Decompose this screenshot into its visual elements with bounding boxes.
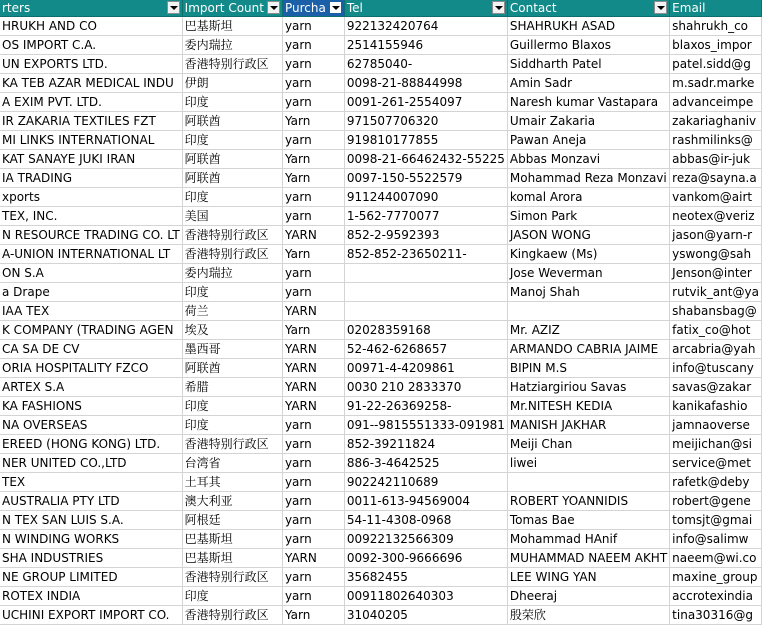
table-row bbox=[0, 169, 761, 188]
importer-cell[interactable] bbox=[0, 93, 182, 112]
email-cell[interactable]: zakariaghaniv bbox=[670, 112, 762, 131]
cell-text: KA FASHIONS bbox=[2, 399, 82, 413]
cell-text: a Drape bbox=[2, 285, 50, 299]
email-cell[interactable]: kanikafashio bbox=[670, 397, 762, 416]
cell-text: SHA INDUSTRIES bbox=[2, 551, 104, 565]
table-row bbox=[0, 435, 761, 454]
importer-cell[interactable] bbox=[0, 226, 182, 245]
importer-cell[interactable] bbox=[0, 55, 182, 74]
email-cell[interactable]: neotex@veriz bbox=[670, 207, 762, 226]
cell-text: OS IMPORT C.A. bbox=[2, 38, 97, 52]
country-cell[interactable]: 巴基斯坦 bbox=[182, 17, 282, 36]
table-row bbox=[0, 530, 761, 549]
cell-text: EREED (HONG KONG) LTD. bbox=[2, 437, 161, 451]
cell-text: MI LINKS INTERNATIONAL bbox=[2, 133, 155, 147]
tel-cell[interactable]: 1-562-7770077 bbox=[344, 207, 507, 226]
contact-cell[interactable]: Mr.NITESH KEDIA bbox=[507, 397, 669, 416]
tel-cell[interactable]: 852-852-23650211- bbox=[344, 245, 507, 264]
table-row bbox=[0, 587, 761, 606]
purchase-cell[interactable]: YARN bbox=[282, 340, 344, 359]
email-cell[interactable]: rashmilinks@ bbox=[670, 131, 762, 150]
importer-cell[interactable] bbox=[0, 245, 182, 264]
purchase-cell[interactable]: Yarn bbox=[282, 245, 344, 264]
tel-cell[interactable]: 902242110689 bbox=[344, 473, 507, 492]
table-row bbox=[0, 93, 761, 112]
tel-cell[interactable]: 886-3-4642525 bbox=[344, 454, 507, 473]
contact-cell[interactable] bbox=[507, 473, 669, 492]
purchase-cell[interactable]: yarn bbox=[282, 530, 344, 549]
purchase-cell[interactable]: YARN bbox=[282, 378, 344, 397]
purchase-cell[interactable]: yarn bbox=[282, 17, 344, 36]
email-cell[interactable]: savas@zakar bbox=[670, 378, 762, 397]
table-row bbox=[0, 568, 761, 587]
importer-cell[interactable] bbox=[0, 549, 182, 568]
cell-text: NA OVERSEAS bbox=[2, 418, 88, 432]
contact-cell[interactable]: Meiji Chan bbox=[507, 435, 669, 454]
table-row bbox=[0, 55, 761, 74]
contact-cell[interactable] bbox=[507, 302, 669, 321]
table-row bbox=[0, 397, 761, 416]
email-cell[interactable]: shahrukh_co bbox=[670, 17, 762, 36]
cell-text: AUSTRALIA PTY LTD bbox=[2, 494, 120, 508]
country-cell[interactable]: 荷兰 bbox=[182, 302, 282, 321]
tel-cell[interactable]: 0030 210 2833370 bbox=[344, 378, 507, 397]
tel-cell[interactable]: 02028359168 bbox=[344, 321, 507, 340]
email-cell[interactable]: arcabria@yah bbox=[670, 340, 762, 359]
purchase-cell[interactable]: yarn bbox=[282, 454, 344, 473]
email-cell[interactable]: reza@sayna.a bbox=[670, 169, 762, 188]
table-row bbox=[0, 17, 761, 36]
filter-dropdown-icon[interactable] bbox=[654, 1, 667, 14]
purchase-cell[interactable]: YARN bbox=[282, 359, 344, 378]
cell-text: A EXIM PVT. LTD. bbox=[2, 95, 102, 109]
purchase-cell[interactable]: yarn bbox=[282, 36, 344, 55]
importer-cell[interactable] bbox=[0, 321, 182, 340]
tel-cell[interactable]: 852-2-9592393 bbox=[344, 226, 507, 245]
table-row bbox=[0, 112, 761, 131]
importer-cell[interactable] bbox=[0, 378, 182, 397]
tel-cell[interactable]: 0098-21-88844998 bbox=[344, 74, 507, 93]
tel-cell[interactable]: 0097-150-5522579 bbox=[344, 169, 507, 188]
contact-cell[interactable]: Mohammad Reza Monzavi bbox=[507, 169, 669, 188]
importer-cell[interactable] bbox=[0, 416, 182, 435]
table-row bbox=[0, 359, 761, 378]
country-cell[interactable]: 埃及 bbox=[182, 321, 282, 340]
purchase-cell[interactable]: yarn bbox=[282, 416, 344, 435]
table-row bbox=[0, 473, 761, 492]
tel-cell[interactable]: 911244007090 bbox=[344, 188, 507, 207]
column-header-contact[interactable]: Contact bbox=[507, 0, 669, 17]
tel-cell[interactable]: 091--9815551333-091981 bbox=[344, 416, 507, 435]
importer-cell[interactable] bbox=[0, 435, 182, 454]
cell-text: ON S.A bbox=[2, 266, 44, 280]
cell-text: N WINDING WORKS bbox=[2, 532, 120, 546]
cell-text: HRUKH AND CO bbox=[2, 19, 97, 33]
importer-cell[interactable] bbox=[0, 283, 182, 302]
importer-cell[interactable] bbox=[0, 36, 182, 55]
country-cell[interactable]: 阿联酋 bbox=[182, 112, 282, 131]
email-cell[interactable]: info@salimw bbox=[670, 530, 762, 549]
cell-text: UN EXPORTS LTD. bbox=[2, 57, 108, 71]
country-cell[interactable]: 印度 bbox=[182, 131, 282, 150]
country-cell[interactable]: 阿根廷 bbox=[182, 511, 282, 530]
importer-cell[interactable] bbox=[0, 131, 182, 150]
table-row bbox=[0, 302, 761, 321]
email-cell[interactable]: shabansbag@ bbox=[670, 302, 762, 321]
email-cell[interactable]: robert@gene bbox=[670, 492, 762, 511]
country-cell[interactable]: 台湾省 bbox=[182, 454, 282, 473]
contact-cell[interactable]: MUHAMMAD NAEEM AKHT bbox=[507, 549, 669, 568]
tel-cell[interactable]: 0098-21-66462432-55225 bbox=[344, 150, 507, 169]
table-row bbox=[0, 226, 761, 245]
country-cell[interactable]: 委内瑞拉 bbox=[182, 36, 282, 55]
column-header-email[interactable]: Email bbox=[670, 0, 762, 17]
purchase-cell[interactable]: Yarn bbox=[282, 150, 344, 169]
table-row bbox=[0, 549, 761, 568]
filter-dropdown-icon[interactable] bbox=[329, 1, 342, 14]
country-cell[interactable]: 印度 bbox=[182, 283, 282, 302]
table-row bbox=[0, 606, 761, 625]
importer-cell[interactable] bbox=[0, 492, 182, 511]
contact-cell[interactable]: Simon Park bbox=[507, 207, 669, 226]
contact-cell[interactable]: ARMANDO CABRIA JAIME bbox=[507, 340, 669, 359]
contact-cell[interactable]: komal Arora bbox=[507, 188, 669, 207]
purchase-cell[interactable]: yarn bbox=[282, 131, 344, 150]
contact-cell[interactable]: Mr. AZIZ bbox=[507, 321, 669, 340]
contact-cell[interactable]: Manoj Shah bbox=[507, 283, 669, 302]
cell-text: TEX bbox=[2, 475, 26, 489]
importer-cell[interactable] bbox=[0, 511, 182, 530]
cell-text: xports bbox=[2, 190, 40, 204]
email-cell[interactable]: meijichan@si bbox=[670, 435, 762, 454]
email-cell[interactable]: tina30316@g bbox=[670, 606, 762, 625]
country-cell[interactable]: 墨西哥 bbox=[182, 340, 282, 359]
cell-text: NER UNITED CO.,LTD bbox=[2, 456, 127, 470]
email-cell[interactable]: maxine_group bbox=[670, 568, 762, 587]
table-row bbox=[0, 150, 761, 169]
country-cell[interactable]: 香港特别行政区 bbox=[182, 245, 282, 264]
table-row bbox=[0, 245, 761, 264]
purchase-cell[interactable]: yarn bbox=[282, 587, 344, 606]
importer-cell[interactable] bbox=[0, 112, 182, 131]
contact-cell[interactable]: SHAHRUKH ASAD bbox=[507, 17, 669, 36]
contact-cell[interactable]: Tomas Bae bbox=[507, 511, 669, 530]
importer-cell[interactable] bbox=[0, 587, 182, 606]
tel-cell[interactable]: 0092-300-9666696 bbox=[344, 549, 507, 568]
contact-cell[interactable]: Naresh kumar Vastapara bbox=[507, 93, 669, 112]
country-cell[interactable]: 香港特别行政区 bbox=[182, 435, 282, 454]
contact-cell[interactable]: Amin Sadr bbox=[507, 74, 669, 93]
table-row bbox=[0, 378, 761, 397]
email-cell[interactable]: blaxos_impor bbox=[670, 36, 762, 55]
contact-cell[interactable]: LEE WING YAN bbox=[507, 568, 669, 587]
email-cell[interactable]: accrotexindia bbox=[670, 587, 762, 606]
purchase-cell[interactable]: yarn bbox=[282, 435, 344, 454]
tel-cell[interactable]: 00911802640303 bbox=[344, 587, 507, 606]
table-row bbox=[0, 492, 761, 511]
tel-cell[interactable] bbox=[344, 264, 507, 283]
table-row bbox=[0, 264, 761, 283]
purchase-cell[interactable]: Yarn bbox=[282, 321, 344, 340]
contact-cell[interactable]: Abbas Monzavi bbox=[507, 150, 669, 169]
tel-cell[interactable]: 919810177855 bbox=[344, 131, 507, 150]
importer-cell[interactable] bbox=[0, 207, 182, 226]
country-cell[interactable]: 印度 bbox=[182, 416, 282, 435]
importer-cell[interactable] bbox=[0, 606, 182, 625]
country-cell[interactable]: 香港特别行政区 bbox=[182, 568, 282, 587]
email-cell[interactable]: m.sadr.marke bbox=[670, 74, 762, 93]
country-cell[interactable]: 希腊 bbox=[182, 378, 282, 397]
cell-text: NE GROUP LIMITED bbox=[2, 570, 118, 584]
importer-cell[interactable] bbox=[0, 359, 182, 378]
importer-cell[interactable] bbox=[0, 454, 182, 473]
contact-cell[interactable]: Jose Weverman bbox=[507, 264, 669, 283]
purchase-cell[interactable]: yarn bbox=[282, 283, 344, 302]
contact-cell[interactable]: Hatziargiriou Savas bbox=[507, 378, 669, 397]
purchase-cell[interactable]: yarn bbox=[282, 207, 344, 226]
tel-cell[interactable]: 91-22-26369258- bbox=[344, 397, 507, 416]
cell-text: KA TEB AZAR MEDICAL INDU bbox=[2, 76, 174, 90]
table-row bbox=[0, 321, 761, 340]
purchase-cell[interactable]: yarn bbox=[282, 568, 344, 587]
contact-cell[interactable]: MANISH JAKHAR bbox=[507, 416, 669, 435]
contact-cell[interactable]: liwei bbox=[507, 454, 669, 473]
purchase-cell[interactable]: yarn bbox=[282, 74, 344, 93]
purchase-cell[interactable]: yarn bbox=[282, 264, 344, 283]
country-cell[interactable]: 土耳其 bbox=[182, 473, 282, 492]
table-row bbox=[0, 74, 761, 93]
country-cell[interactable]: 印度 bbox=[182, 397, 282, 416]
importer-cell[interactable] bbox=[0, 169, 182, 188]
importer-cell[interactable] bbox=[0, 17, 182, 36]
importer-cell[interactable] bbox=[0, 264, 182, 283]
email-cell[interactable]: jamnaoverse bbox=[670, 416, 762, 435]
email-cell[interactable]: yswong@sah bbox=[670, 245, 762, 264]
tel-cell[interactable]: 52-462-6268657 bbox=[344, 340, 507, 359]
email-cell[interactable]: advanceimpe bbox=[670, 93, 762, 112]
purchase-cell[interactable]: YARN bbox=[282, 302, 344, 321]
importer-cell[interactable] bbox=[0, 74, 182, 93]
table-row bbox=[0, 36, 761, 55]
country-cell[interactable]: 巴基斯坦 bbox=[182, 549, 282, 568]
purchase-cell[interactable]: yarn bbox=[282, 492, 344, 511]
contact-cell[interactable]: 殷荣欣 bbox=[507, 606, 669, 625]
purchase-cell[interactable]: yarn bbox=[282, 511, 344, 530]
email-cell[interactable]: service@met bbox=[670, 454, 762, 473]
tel-cell[interactable]: 0011-613-94569004 bbox=[344, 492, 507, 511]
cell-text: ARTEX S.A bbox=[2, 380, 65, 394]
table-row bbox=[0, 188, 761, 207]
filter-dropdown-icon[interactable] bbox=[267, 1, 280, 14]
cell-text: N RESOURCE TRADING CO. LT bbox=[2, 228, 180, 242]
importer-cell[interactable] bbox=[0, 473, 182, 492]
email-cell[interactable]: info@tuscany bbox=[670, 359, 762, 378]
country-cell[interactable]: 美国 bbox=[182, 207, 282, 226]
tel-cell[interactable]: 00971-4-4209861 bbox=[344, 359, 507, 378]
purchase-cell[interactable]: YARN bbox=[282, 549, 344, 568]
contact-cell[interactable]: Kingkaew (Ms) bbox=[507, 245, 669, 264]
email-cell[interactable]: vankom@airt bbox=[670, 188, 762, 207]
importer-cell[interactable] bbox=[0, 150, 182, 169]
purchase-cell[interactable]: Yarn bbox=[282, 169, 344, 188]
email-cell[interactable]: abbas@ir-juk bbox=[670, 150, 762, 169]
purchase-cell[interactable]: Yarn bbox=[282, 606, 344, 625]
cell-text: KAT SANAYE JUKI IRAN bbox=[2, 152, 136, 166]
importer-cell[interactable] bbox=[0, 397, 182, 416]
tel-cell[interactable]: 971507706320 bbox=[344, 112, 507, 131]
header-row bbox=[0, 0, 761, 17]
table-row bbox=[0, 416, 761, 435]
cell-text: K COMPANY (TRADING AGEN bbox=[2, 323, 174, 337]
table-row bbox=[0, 207, 761, 226]
country-cell[interactable]: 巴基斯坦 bbox=[182, 530, 282, 549]
country-cell[interactable]: 印度 bbox=[182, 587, 282, 606]
tel-cell[interactable]: 922132420764 bbox=[344, 17, 507, 36]
table-row bbox=[0, 131, 761, 150]
filter-dropdown-icon[interactable] bbox=[167, 1, 180, 14]
tel-cell[interactable] bbox=[344, 302, 507, 321]
purchase-cell[interactable]: yarn bbox=[282, 473, 344, 492]
contact-cell[interactable]: BIPIN M.S bbox=[507, 359, 669, 378]
email-cell[interactable]: tomsjt@gmai bbox=[670, 511, 762, 530]
column-header-purchase[interactable]: Purcha bbox=[282, 0, 344, 17]
country-cell[interactable]: 澳大利亚 bbox=[182, 492, 282, 511]
purchase-cell[interactable]: Yarn bbox=[282, 112, 344, 131]
cell-text: TEX, INC. bbox=[2, 209, 58, 223]
column-header-tel[interactable]: Tel bbox=[344, 0, 507, 17]
tel-cell[interactable]: 2514155946 bbox=[344, 36, 507, 55]
table-body bbox=[0, 17, 761, 625]
tel-cell[interactable]: 0091-261-2554097 bbox=[344, 93, 507, 112]
country-cell[interactable]: 委内瑞拉 bbox=[182, 264, 282, 283]
email-cell[interactable]: rafetk@deby bbox=[670, 473, 762, 492]
filter-dropdown-icon[interactable] bbox=[492, 1, 505, 14]
column-header-importers[interactable]: rters bbox=[0, 0, 182, 17]
cell-text: N TEX SAN LUIS S.A. bbox=[2, 513, 124, 527]
tel-cell[interactable]: 54-11-4308-0968 bbox=[344, 511, 507, 530]
country-cell[interactable]: 阿联酋 bbox=[182, 359, 282, 378]
contact-cell[interactable]: Umair Zakaria bbox=[507, 112, 669, 131]
table-row bbox=[0, 283, 761, 302]
email-cell[interactable]: jason@yarn-r bbox=[670, 226, 762, 245]
country-cell[interactable]: 印度 bbox=[182, 93, 282, 112]
country-cell[interactable]: 印度 bbox=[182, 188, 282, 207]
country-cell[interactable]: 香港特别行政区 bbox=[182, 226, 282, 245]
cell-text: A-UNION INTERNATIONAL LT bbox=[2, 247, 171, 261]
contact-cell[interactable]: Pawan Aneja bbox=[507, 131, 669, 150]
contact-cell[interactable]: Mohammad HAnif bbox=[507, 530, 669, 549]
cell-text: CA SA DE CV bbox=[2, 342, 80, 356]
purchase-cell[interactable]: yarn bbox=[282, 93, 344, 112]
tel-cell[interactable]: 62785040- bbox=[344, 55, 507, 74]
email-cell[interactable]: patel.sidd@g bbox=[670, 55, 762, 74]
importer-cell[interactable] bbox=[0, 568, 182, 587]
contact-cell[interactable]: Siddharth Patel bbox=[507, 55, 669, 74]
cell-text: UCHINI EXPORT IMPORT CO. bbox=[2, 608, 170, 622]
contact-cell[interactable]: ROBERT YOANNIDIS bbox=[507, 492, 669, 511]
importer-cell[interactable] bbox=[0, 188, 182, 207]
tel-cell[interactable]: 35682455 bbox=[344, 568, 507, 587]
contact-cell[interactable]: Dheeraj bbox=[507, 587, 669, 606]
importer-cell[interactable] bbox=[0, 340, 182, 359]
cell-text: IA TRADING bbox=[2, 171, 73, 185]
table-row bbox=[0, 454, 761, 473]
importer-cell[interactable] bbox=[0, 530, 182, 549]
cell-text: ROTEX INDIA bbox=[2, 589, 81, 603]
contact-cell[interactable]: JASON WONG bbox=[507, 226, 669, 245]
purchase-cell[interactable]: YARN bbox=[282, 397, 344, 416]
country-cell[interactable]: 伊朗 bbox=[182, 74, 282, 93]
cell-text: ORIA HOSPITALITY FZCO bbox=[2, 361, 149, 375]
importer-cell[interactable] bbox=[0, 302, 182, 321]
contact-cell[interactable]: Guillermo Blaxos bbox=[507, 36, 669, 55]
table-row bbox=[0, 511, 761, 530]
country-cell[interactable]: 阿联酋 bbox=[182, 169, 282, 188]
cell-text: IR ZAKARIA TEXTILES FZT bbox=[2, 114, 156, 128]
email-cell[interactable]: rutvik_ant@ya bbox=[670, 283, 762, 302]
email-cell[interactable]: Jenson@inter bbox=[670, 264, 762, 283]
email-cell[interactable]: fatix_co@hot bbox=[670, 321, 762, 340]
email-cell[interactable]: naeem@wi.co bbox=[670, 549, 762, 568]
tel-cell[interactable]: 852-39211824 bbox=[344, 435, 507, 454]
cell-text: IAA TEX bbox=[2, 304, 50, 318]
column-header-import-country[interactable]: Import Count bbox=[182, 0, 282, 17]
tel-cell[interactable]: 31040205 bbox=[344, 606, 507, 625]
country-cell[interactable]: 香港特别行政区 bbox=[182, 606, 282, 625]
purchase-cell[interactable]: yarn bbox=[282, 55, 344, 74]
table-row bbox=[0, 340, 761, 359]
purchase-cell[interactable]: YARN bbox=[282, 226, 344, 245]
tel-cell[interactable]: 00922132566309 bbox=[344, 530, 507, 549]
purchase-cell[interactable]: yarn bbox=[282, 188, 344, 207]
tel-cell[interactable] bbox=[344, 283, 507, 302]
country-cell[interactable]: 香港特别行政区 bbox=[182, 55, 282, 74]
country-cell[interactable]: 阿联酋 bbox=[182, 150, 282, 169]
